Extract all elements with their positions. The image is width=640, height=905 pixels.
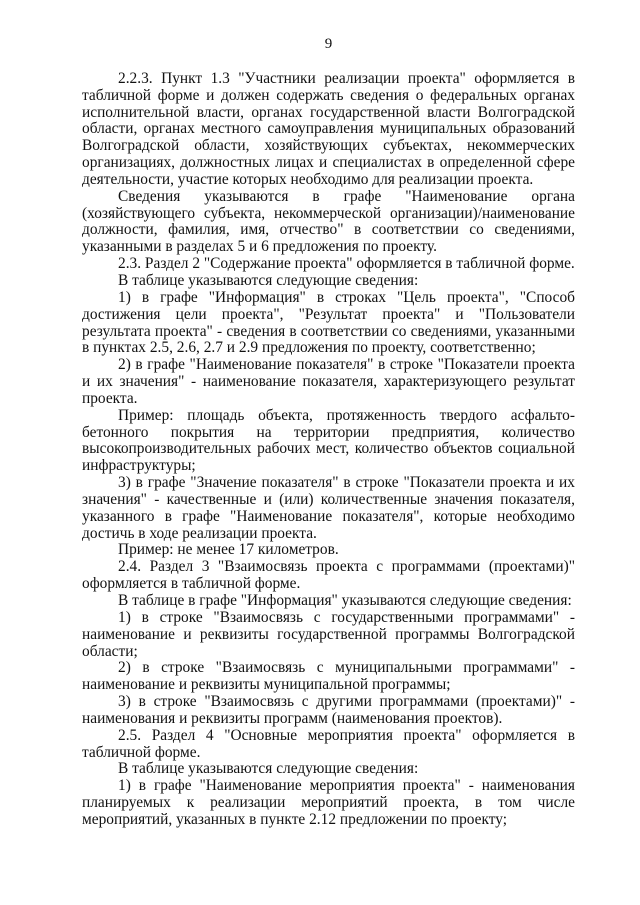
list-item-2-4-3: 3) в строке "Взаимосвязь с другими программами (проектами)" - наименования и реквизиты программ (наименования проектов).: [82, 693, 575, 727]
paragraph-2-5: 2.5. Раздел 4 "Основные мероприятия проекта" оформляется в табличной форме.: [82, 726, 575, 761]
paragraph-table-info-1: В таблице указываются следующие сведения:: [118, 271, 419, 289]
paragraph-2-4: 2.4. Раздел 3 "Взаимосвязь проекта с программами (проектами)" оформляется в табличной форме.: [82, 558, 575, 593]
list-item-2-5-1: 1) в графе "Наименование мероприятия проекта" - наименования планируемых к реализации мероприятий проекта, в том числе мероприятий, указанных в пункте 2.12 предложении по проекту;: [82, 777, 575, 828]
paragraph-example-2: Пример: не менее 17 километров.: [118, 541, 339, 559]
paragraph-table-info-3: В таблице указываются следующие сведения:: [118, 760, 419, 778]
list-item-2-4-1: 1) в строке "Взаимосвязь с государственными программами" - наименование и реквизиты государственной программы Волгоградской области;: [82, 608, 575, 660]
paragraph-2-2-3: 2.2.3. Пункт 1.3 "Участники реализации проекта" оформляется в табличной форме и должен содержать сведения о федеральных органах исполнительной власти, органах государственной власти Волгоградской области, органах местного самоуправления муниципальных образований Волгоградской области, хозяйствующих субъектах, некоммерческих организациях, должностных лицах и специалистах в определенной сфере деятельности, участие которых необходимо для реализации проекта.: [82, 69, 575, 188]
list-item-2-3-3: 3) в графе "Значение показателя" в строке "Показатели проекта и их значения" - качественные и (или) количественные значения показателя, указанного в графе "Наименование показателя", которые необходимо достичь в ходе реализации проекта.: [82, 474, 575, 542]
list-item-2-3-1: 1) в графе "Информация" в строках "Цель проекта", "Способ достижения цели проекта", "Результат проекта" и "Пользователи результата проекта" - сведения в соответствии со сведениями, указанными в пунктах 2.5, 2.6, 2.7 и 2.9 предложения по проекту, соответственно;: [82, 288, 575, 357]
paragraph-svedeniya: Сведения указываются в графе "Наименование органа (хозяйствующего субъекта, некоммерческой организации)/наименование должности, фамилия, имя, отчество" в соответствии со сведениями, указанными в разделах 5 и 6 предложения по проекту.: [82, 187, 575, 256]
paragraph-2-3: 2.3. Раздел 2 "Содержание проекта" оформляется в табличной форме.: [118, 255, 575, 273]
paragraph-table-info-2: В таблице в графе "Информация" указываются следующие сведения:: [118, 592, 572, 609]
list-item-2-3-2: 2) в графе "Наименование показателя" в строке "Показатели проекта и их значения" - наименование показателя, характеризующего результат проекта.: [82, 356, 575, 407]
list-item-2-4-2: 2) в строке "Взаимосвязь с муниципальными программами" - наименование и реквизиты муниципальной программы;: [82, 659, 575, 694]
paragraph-example-1: Пример: площадь объекта, протяженность твердого асфальто-бетонного покрытия на территории предприятия, количество высокопроизводительных рабочих мест, количество объектов социальной инфраструктуры;: [82, 406, 575, 475]
document-page: [82, 36, 575, 829]
page-number: 9: [324, 36, 333, 52]
